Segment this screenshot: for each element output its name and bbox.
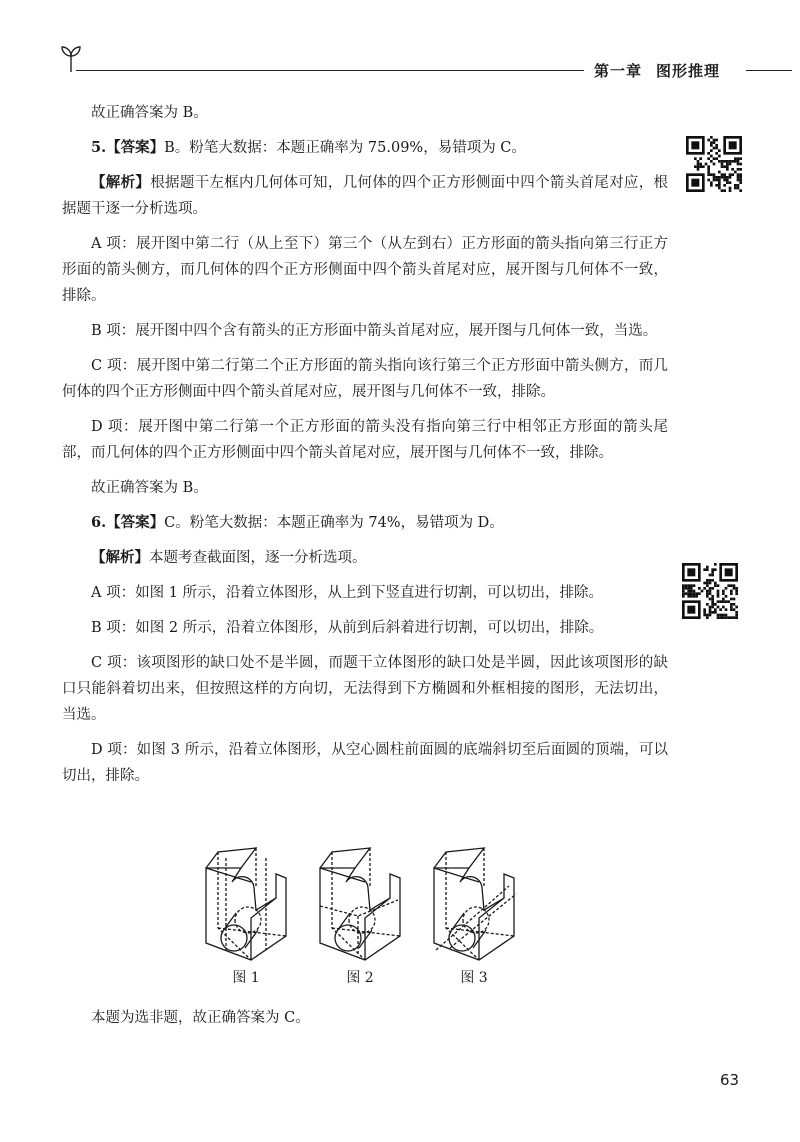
qr-code-icon [682, 563, 738, 619]
paragraph-text: C。粉笔大数据：本题正确率为 74%，易错项为 D。 [164, 515, 504, 531]
paragraph [62, 650, 668, 728]
paragraph-text: A 项：如图 1 所示，沿着立体图形，从上到下竖直进行切割，可以切出，排除。 [91, 585, 604, 601]
section-label: 图形推理 [656, 62, 721, 80]
paragraph-tag: 5.【答案】 [91, 139, 165, 156]
paragraph [62, 545, 668, 571]
figure-1 [196, 838, 296, 988]
paragraph-text: C 项：该项图形的缺口处不是半圆，而题干立体图形的缺口处是半圆，因此该项图形的缺口只能斜着切出来，但按照这样的方向切，无法得到下方椭圆和外框相接的图形，无法切出，当选。 [62, 655, 668, 723]
paragraph [62, 414, 668, 466]
solid-cut-diagram [424, 838, 524, 963]
running-head [594, 60, 720, 81]
paragraph-text: B 项：展开图中四个含有箭头的正方形面中箭头首尾对应，展开图与几何体一致，当选。 [91, 323, 658, 339]
figure-caption: 图 3 [460, 970, 488, 986]
figure-caption: 图 1 [232, 970, 260, 986]
paragraph [62, 353, 668, 405]
paragraph-text: A 项：展开图中第二行（从上至下）第三个（从左到右）正方形面的箭头指向第三行正方形面的箭头侧方，而几何体的四个正方形侧面中四个箭头首尾对应，展开图与几何体不一致，排除。 [62, 236, 668, 304]
paragraph-text: 故正确答案为 B。 [91, 480, 208, 496]
paragraph [62, 475, 668, 501]
paragraph-text: D 项：如图 3 所示，沿着立体图形，从空心圆柱前面圆的底端斜切至后面圆的顶端，可以切出，排除。 [62, 742, 668, 784]
header-rule-right [746, 70, 792, 71]
header-rule-left [76, 70, 584, 71]
page-number: 63 [720, 1071, 740, 1089]
figure-caption: 图 2 [346, 970, 374, 986]
paragraph-text: B。粉笔大数据：本题正确率为 75.09%，易错项为 C。 [164, 140, 526, 156]
paragraph [62, 100, 668, 126]
figure-2 [310, 838, 410, 988]
closing-text: 本题为选非题，故正确答案为 C。 [91, 1010, 310, 1026]
paragraph [62, 510, 668, 536]
chapter-label: 第一章 [594, 62, 643, 80]
paragraph [62, 231, 668, 309]
paragraph [62, 580, 668, 606]
paragraph-tag: 6.【答案】 [91, 514, 165, 531]
paragraph [62, 318, 668, 344]
paragraph [62, 737, 668, 789]
paragraph-text: 故正确答案为 B。 [91, 105, 208, 121]
paragraph-text: C 项：展开图中第二行第二个正方形面的箭头指向该行第三个正方形面中箭头侧方，而几何体的四个正方形侧面中四个箭头首尾对应，展开图与几何体不一致，排除。 [62, 358, 668, 400]
answer-explanations [62, 100, 668, 798]
paragraph-text: 根据题干左框内几何体可知，几何体的四个正方形侧面中四个箭头首尾对应，根据题干逐一分析选项。 [62, 175, 669, 217]
solid-cut-diagram [310, 838, 410, 963]
figure-3 [424, 838, 524, 988]
qr-code-icon [686, 136, 742, 192]
paragraph [62, 135, 668, 161]
page-header [0, 0, 800, 90]
closing-paragraph [62, 1005, 668, 1040]
figure-row [196, 838, 526, 988]
paragraph-tag: 【解析】 [91, 549, 149, 566]
paragraph [62, 170, 668, 222]
paragraph [62, 615, 668, 641]
paragraph-text: D 项：展开图中第二行第一个正方形面的箭头没有指向第三行中相邻正方形面的箭头尾部，而几何体的四个正方形侧面中四个箭头首尾对应，展开图与几何体不一致，排除。 [62, 419, 668, 461]
paragraph-text: B 项：如图 2 所示，沿着立体图形，从前到后斜着进行切割，可以切出，排除。 [91, 620, 604, 636]
paragraph-tag: 【解析】 [91, 174, 151, 191]
paragraph-text: 本题考查截面图，逐一分析选项。 [149, 550, 367, 566]
solid-cut-diagram [196, 838, 296, 963]
